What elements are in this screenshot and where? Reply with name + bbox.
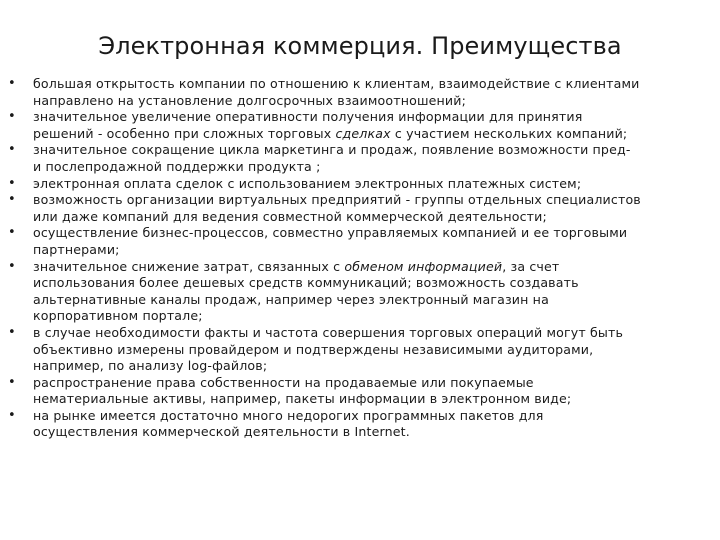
list-item-text: нематериальные активы, например, пакеты информации в электронном виде; — [33, 391, 572, 407]
list-item-text: значительное увеличение оперативности получения информации для принятия — [33, 109, 583, 125]
list-item — [0, 142, 720, 175]
bullet-list — [0, 76, 720, 441]
list-item-text: осуществление бизнес-процессов, совместно управляемых компанией и ее торговыми — [33, 225, 628, 241]
list-item-text: использования более дешевых средств коммуникаций; возможность создавать — [33, 275, 579, 291]
list-item — [0, 192, 720, 225]
list-item — [0, 76, 720, 109]
bullet-icon: • — [8, 225, 16, 241]
list-item-text: и послепродажной поддержки продукта ; — [33, 158, 321, 174]
bullet-icon: • — [8, 374, 16, 390]
list-item-text: возможность организации виртуальных предприятий - группы отдельных специалистов — [33, 192, 641, 208]
emphasis-text: обменом информацией — [344, 258, 503, 274]
list-item-text: распространение права собственности на продаваемые или покупаемые — [33, 374, 534, 390]
list-item-text: на рынке имеется достаточно много недорогих программных пакетов для — [33, 407, 544, 423]
list-item-text: корпоративном портале; — [33, 308, 203, 324]
list-item — [0, 325, 720, 375]
list-item-text: значительное сокращение цикла маркетинга и продаж, появление возможности пред- — [33, 142, 631, 158]
list-item-text-mixed — [33, 259, 718, 276]
list-item — [0, 225, 720, 258]
list-item — [0, 408, 720, 441]
list-item-text: решений - особенно при сложных торговых — [33, 125, 332, 141]
bullet-icon: • — [8, 142, 16, 158]
bullet-icon: • — [8, 324, 16, 340]
list-item-text: объективно измерены провайдером и подтверждены независимыми аудиторами, — [33, 341, 594, 357]
list-item-text: с участием нескольких компаний; — [394, 125, 628, 141]
list-item-text: , за счет — [502, 258, 560, 274]
list-item-text-mixed — [33, 126, 718, 143]
list-item-text: в случае необходимости факты и частота совершения торговых операций могут быть — [33, 324, 624, 340]
list-item-text: осуществления коммерческой деятельности в Internet. — [33, 424, 410, 440]
list-item — [0, 109, 720, 142]
bullet-icon: • — [8, 258, 16, 274]
page-title: Электронная коммерция. Преимущества — [98, 32, 622, 60]
bullet-icon: • — [8, 109, 16, 125]
list-item-text: большая открытость компании по отношению к клиентам, взаимодействие с клиентами — [33, 76, 640, 91]
list-item-text: электронная оплата сделок с использованием электронных платежных систем; — [33, 175, 582, 191]
list-item — [0, 259, 720, 325]
bullet-icon: • — [8, 407, 16, 423]
list-item — [0, 176, 720, 193]
list-item-text: например, по анализу log-файлов; — [33, 358, 268, 374]
emphasis-text: сделках — [335, 125, 391, 141]
list-item-text: партнерами; — [33, 241, 120, 257]
list-item — [0, 375, 720, 408]
bullet-icon: • — [8, 175, 16, 191]
list-item-text: или даже компаний для ведения совместной коммерческой деятельности; — [33, 208, 547, 224]
bullet-icon: • — [8, 192, 16, 208]
list-item-text: значительное снижение затрат, связанных с — [33, 258, 341, 274]
list-item-text: альтернативные каналы продаж, например через электронный магазин на — [33, 291, 549, 307]
bullet-icon: • — [8, 76, 16, 91]
list-item-text: направлено на установление долгосрочных взаимоотношений; — [33, 92, 466, 108]
